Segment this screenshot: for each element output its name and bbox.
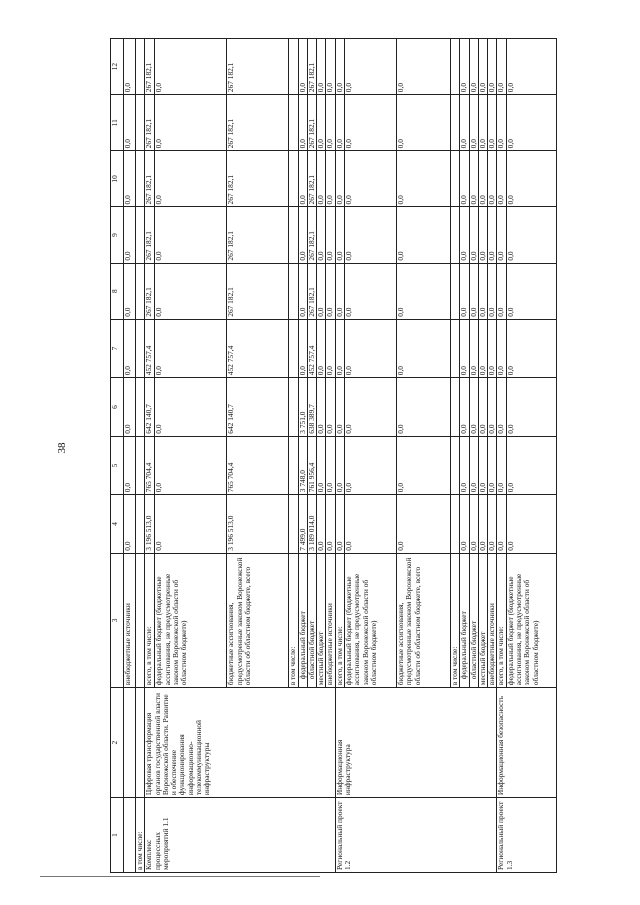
table-cell: 3 748,0: [298, 436, 307, 494]
table-cell: 0,0: [478, 95, 487, 151]
table-row: [145, 39, 155, 873]
table-cell: 0,0: [488, 207, 497, 263]
table-cell: 452 757,4: [307, 319, 316, 377]
table-cell: 0,0: [396, 39, 450, 95]
section-title-cell: Информационная инфраструктура: [335, 688, 497, 798]
table-cell: 0,0: [478, 319, 487, 377]
table-cell: 0,0: [469, 95, 478, 151]
table-cell: 0,0: [317, 263, 326, 319]
table-cell: 0,0: [326, 207, 335, 263]
table-cell: 0,0: [396, 436, 450, 494]
table-cell: федеральный бюджет: [298, 553, 307, 688]
table-cell: 3 196 513,0: [145, 495, 155, 553]
table-cell: 267 182,1: [227, 39, 289, 95]
table-cell: 0,0: [344, 95, 396, 151]
table-cell: 0,0: [506, 207, 556, 263]
table-cell: 0,0: [335, 39, 344, 95]
table-cell: 0,0: [124, 207, 136, 263]
table-cell: местный бюджет: [317, 553, 326, 688]
table-cell: 3 196 513,0: [227, 495, 289, 553]
table-cell: 0,0: [469, 263, 478, 319]
table-cell: 0,0: [469, 151, 478, 207]
table-cell: 0,0: [497, 95, 506, 151]
table-cell: 0,0: [326, 319, 335, 377]
table-cell: областной бюджет: [469, 553, 478, 688]
table-cell: 0,0: [469, 495, 478, 553]
table-cell: 0,0: [155, 263, 227, 319]
table-cell: 0,0: [155, 495, 227, 553]
table-cell: 0,0: [344, 378, 396, 436]
table-cell: всего, в том числе:: [497, 553, 506, 688]
table-cell: 0,0: [460, 319, 469, 377]
table-cell: 267 182,1: [227, 95, 289, 151]
table-cell: 0,0: [298, 95, 307, 151]
table-cell: 267 182,1: [227, 151, 289, 207]
table-cell: 0,0: [460, 436, 469, 494]
table-cell: 0,0: [155, 95, 227, 151]
table-cell: 0,0: [335, 495, 344, 553]
table-cell: 0,0: [335, 263, 344, 319]
table-cell: 0,0: [478, 39, 487, 95]
table-cell: 0,0: [460, 151, 469, 207]
section-name-cell: Региональный проект 1.3: [497, 798, 556, 873]
table-cell: 0,0: [506, 39, 556, 95]
table-cell: 0,0: [124, 495, 136, 553]
table-cell: бюджетные ассигнования, предусмотренные законом Воронежской области об областном бюджете, всего: [227, 553, 289, 688]
section-name-cell: Комплекс процессных мероприятий 1.1: [145, 798, 335, 873]
table-cell: [289, 378, 298, 436]
table-cell: 0,0: [497, 319, 506, 377]
table-cell: федеральный бюджет (бюджетные ассигнования, не предусмотренные законом Воронежской области об областном бюджете): [155, 553, 227, 688]
table-cell: 0,0: [497, 263, 506, 319]
table-cell: 267 182,1: [145, 263, 155, 319]
table-cell: 267 182,1: [307, 39, 316, 95]
table-cell: 0,0: [497, 207, 506, 263]
table-cell: 0,0: [155, 151, 227, 207]
table-row: [497, 39, 506, 873]
table-cell: 0,0: [469, 436, 478, 494]
table-cell: 0,0: [335, 151, 344, 207]
table-cell: 0,0: [344, 263, 396, 319]
table-cell: 0,0: [344, 39, 396, 95]
header-cell: 7: [111, 319, 124, 377]
table-cell: 3 751,0: [298, 378, 307, 436]
table-cell: федеральный бюджет (бюджетные ассигнования, не предусмотренные законом Воронежской области об областном бюджете): [344, 553, 396, 688]
header-cell: 1: [111, 798, 124, 873]
table-cell: 267 182,1: [227, 207, 289, 263]
table-cell: 0,0: [460, 207, 469, 263]
table-cell: [124, 798, 136, 873]
table-cell: федеральный бюджет: [460, 553, 469, 688]
table-cell: областной бюджет: [307, 553, 316, 688]
table-cell: 267 182,1: [145, 95, 155, 151]
table-cell: 3 189 014,0: [307, 495, 316, 553]
table-cell: 0,0: [317, 495, 326, 553]
table-cell: 765 704,4: [227, 436, 289, 494]
header-cell: 10: [111, 151, 124, 207]
table-cell: 0,0: [124, 378, 136, 436]
table-cell: 7 499,0: [298, 495, 307, 553]
table-cell: 0,0: [124, 319, 136, 377]
table-cell: 0,0: [488, 378, 497, 436]
header-cell: 2: [111, 688, 124, 798]
table-cell: 0,0: [298, 207, 307, 263]
table-cell: 0,0: [396, 95, 450, 151]
table-cell: [289, 39, 298, 95]
table-cell: 452 757,4: [227, 319, 289, 377]
table-cell: 267 182,1: [145, 151, 155, 207]
table-cell: 267 182,1: [307, 263, 316, 319]
table-cell: 267 182,1: [145, 207, 155, 263]
table-cell: 0,0: [124, 263, 136, 319]
section-name-cell: Региональный проект 1.2: [335, 798, 497, 873]
table-cell: 0,0: [326, 95, 335, 151]
table-cell: 0,0: [396, 151, 450, 207]
table-cell: 0,0: [497, 495, 506, 553]
table-cell: 0,0: [478, 207, 487, 263]
table-cell: 0,0: [396, 319, 450, 377]
table-cell: всего, в том числе:: [335, 553, 344, 688]
table-cell: 765 704,4: [145, 436, 155, 494]
table-cell: 638 389,7: [307, 378, 316, 436]
table-cell: 0,0: [488, 39, 497, 95]
table-cell: 0,0: [396, 378, 450, 436]
table-cell: 0,0: [298, 263, 307, 319]
table-cell: 0,0: [396, 263, 450, 319]
section-title-cell: Цифровая трансформация органов государственной власти Воронежской области. Развитие и обеспечение функционирования информационно-телекоммуникационной инфраструктуры: [145, 688, 335, 798]
page-bottom-rule: [40, 876, 320, 877]
table-cell: 0,0: [478, 263, 487, 319]
table-cell: 0,0: [326, 151, 335, 207]
table-cell: 0,0: [396, 495, 450, 553]
table-cell: 0,0: [506, 495, 556, 553]
table-cell: 0,0: [497, 436, 506, 494]
table-cell: 0,0: [396, 207, 450, 263]
table-cell: 0,0: [506, 263, 556, 319]
header-cell: 8: [111, 263, 124, 319]
table-cell: 0,0: [478, 436, 487, 494]
table-cell: 0,0: [488, 495, 497, 553]
table-cell: 0,0: [326, 39, 335, 95]
table-cell: 0,0: [335, 436, 344, 494]
table-cell: внебюджетные источники: [124, 553, 136, 688]
header-cell: 12: [111, 39, 124, 95]
rotated-table-viewport: [110, 38, 540, 873]
table-cell: 0,0: [335, 207, 344, 263]
table-cell: 0,0: [488, 151, 497, 207]
table-cell: федеральный бюджет (бюджетные ассигнования, не предусмотренные законом Воронежской области об областном бюджете): [506, 553, 556, 688]
table-cell: 0,0: [497, 151, 506, 207]
table-cell: 0,0: [460, 495, 469, 553]
table-cell: 0,0: [506, 436, 556, 494]
table-cell: 0,0: [155, 207, 227, 263]
table-cell: [289, 207, 298, 263]
table-cell: 0,0: [488, 436, 497, 494]
table-cell: бюджетные ассигнования, предусмотренные законом Воронежской области об областном бюджете, всего: [396, 553, 450, 688]
table-cell: 0,0: [317, 95, 326, 151]
table-cell: 0,0: [124, 436, 136, 494]
table-cell: 0,0: [344, 436, 396, 494]
table-cell: 0,0: [469, 207, 478, 263]
page-number: 38: [56, 442, 68, 454]
table-cell: 267 182,1: [307, 207, 316, 263]
table-cell: 0,0: [460, 378, 469, 436]
table-cell: 642 140,7: [227, 378, 289, 436]
table-cell: 0,0: [326, 378, 335, 436]
table-cell: 0,0: [326, 436, 335, 494]
header-cell: 3: [111, 553, 124, 688]
table-cell: 0,0: [478, 378, 487, 436]
table-cell: [289, 495, 298, 553]
table-cell: [289, 151, 298, 207]
table-cell: 0,0: [460, 95, 469, 151]
table-cell: 0,0: [155, 39, 227, 95]
table-cell: в том числе:: [289, 553, 298, 688]
header-cell: 5: [111, 436, 124, 494]
table-cell: 0,0: [506, 95, 556, 151]
table-cell: 0,0: [488, 263, 497, 319]
table-cell: 0,0: [469, 378, 478, 436]
table-cell: 0,0: [460, 39, 469, 95]
table-cell: [289, 319, 298, 377]
budget-table: [110, 38, 557, 873]
header-cell: 9: [111, 207, 124, 263]
table-cell: 761 956,4: [307, 436, 316, 494]
table-cell: 0,0: [478, 495, 487, 553]
table-cell: 0,0: [460, 263, 469, 319]
table-cell: 0,0: [326, 495, 335, 553]
table-cell: 0,0: [124, 95, 136, 151]
table-cell: 0,0: [506, 378, 556, 436]
section-title-cell: Информационная безопасность: [497, 688, 556, 798]
table-cell: 0,0: [317, 436, 326, 494]
table-cell: 0,0: [124, 151, 136, 207]
table-row: [124, 39, 136, 873]
table-cell: 0,0: [335, 319, 344, 377]
table-cell: 0,0: [488, 319, 497, 377]
table-cell: 0,0: [298, 319, 307, 377]
table-cell: в том числе:: [136, 798, 145, 873]
table-cell: 0,0: [506, 319, 556, 377]
table-cell: 642 140,7: [145, 378, 155, 436]
table-cell: 0,0: [469, 319, 478, 377]
table-cell: 0,0: [155, 378, 227, 436]
table-cell: всего, в том числе:: [145, 553, 155, 688]
table-cell: [289, 436, 298, 494]
table-cell: 0,0: [344, 207, 396, 263]
table-cell: [124, 688, 136, 798]
table-cell: 267 182,1: [307, 95, 316, 151]
table-cell: [289, 263, 298, 319]
table-cell: 0,0: [497, 39, 506, 95]
table-cell: 0,0: [326, 263, 335, 319]
table-cell: местный бюджет: [478, 553, 487, 688]
table-cell: 0,0: [335, 378, 344, 436]
table-cell: 0,0: [469, 39, 478, 95]
table-row: [335, 39, 344, 873]
header-cell: 11: [111, 95, 124, 151]
table-cell: 0,0: [317, 151, 326, 207]
table-cell: в том числе:: [450, 553, 459, 688]
table-cell: 0,0: [317, 39, 326, 95]
table-cell: 0,0: [155, 319, 227, 377]
header-cell: 6: [111, 378, 124, 436]
table-cell: 0,0: [478, 151, 487, 207]
table-cell: 267 182,1: [307, 151, 316, 207]
table-cell: 452 757,4: [145, 319, 155, 377]
table-cell: 0,0: [298, 151, 307, 207]
table-cell: внебюджетные источники: [326, 553, 335, 688]
header-cell: 4: [111, 495, 124, 553]
table-cell: 0,0: [298, 39, 307, 95]
table-cell: 0,0: [344, 495, 396, 553]
table-cell: 0,0: [344, 319, 396, 377]
header-row: [111, 39, 124, 873]
table-cell: внебюджетные источники: [488, 553, 497, 688]
table-cell: 0,0: [488, 95, 497, 151]
table-cell: 0,0: [497, 378, 506, 436]
table-cell: 0,0: [335, 95, 344, 151]
table-cell: 0,0: [317, 207, 326, 263]
table-cell: [289, 95, 298, 151]
table-cell: 0,0: [317, 378, 326, 436]
table-cell: 0,0: [155, 436, 227, 494]
table-cell: 267 182,1: [145, 39, 155, 95]
table-cell: 0,0: [124, 39, 136, 95]
table-cell: 0,0: [317, 319, 326, 377]
table-cell: 0,0: [344, 151, 396, 207]
table-cell: 267 182,1: [227, 263, 289, 319]
table-cell: 0,0: [506, 151, 556, 207]
